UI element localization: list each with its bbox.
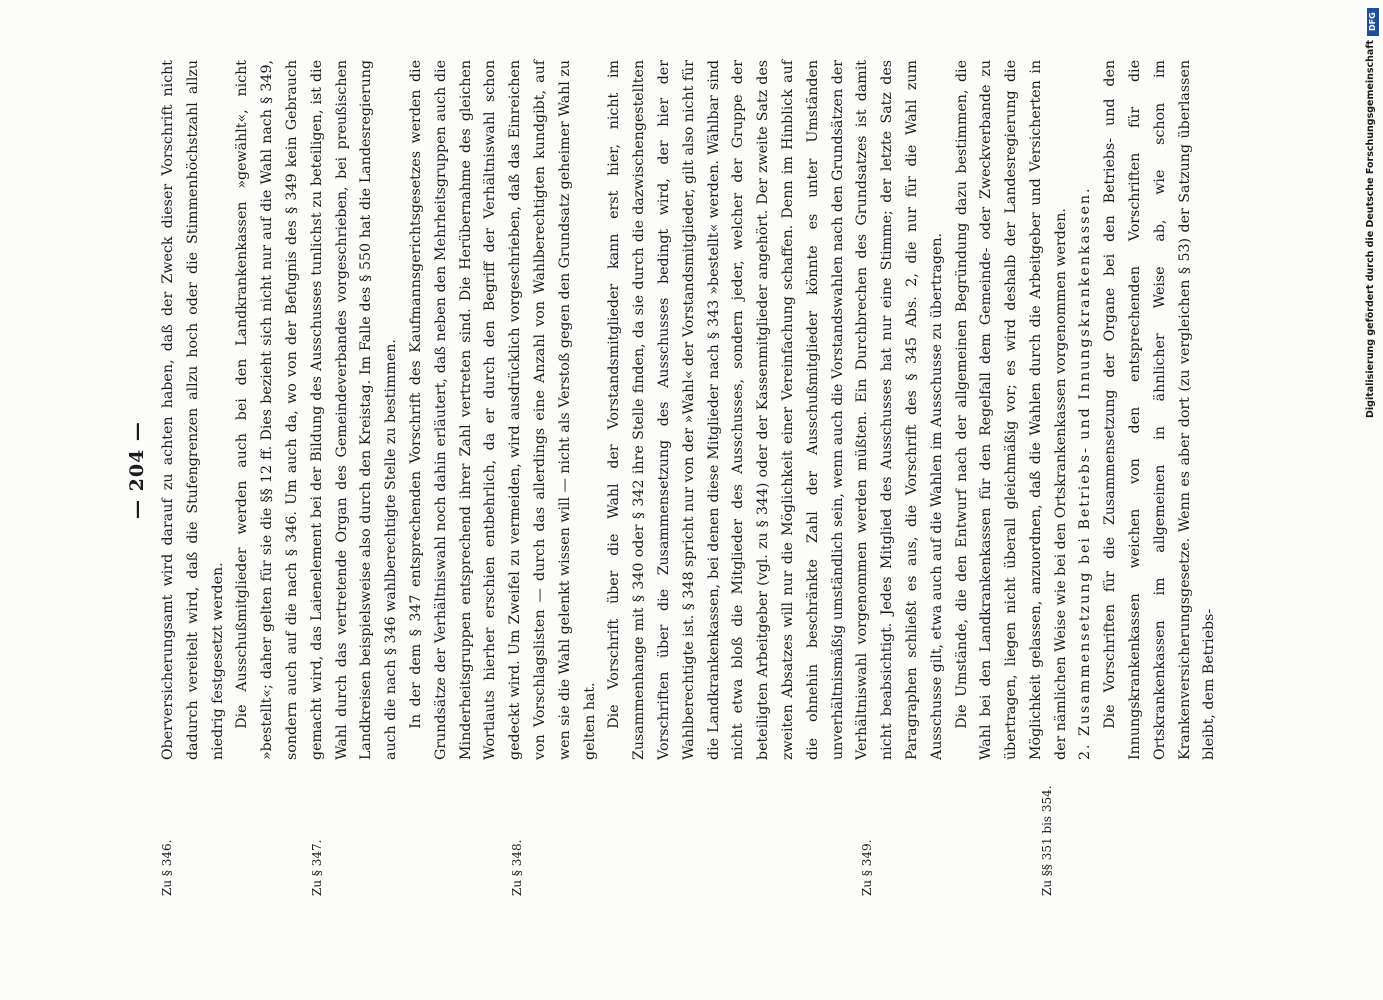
margin-note: Zu § 347. <box>310 839 324 896</box>
rotated-page-content <box>120 40 1218 900</box>
paragraph: In der dem § 347 entsprechenden Vorschrift des Kaufmannsgerichtsgesetzes werden die Grundsätze der Verhältniswahl noch dahin erläutert, daß neben den Mehrheitsgruppen auch die Minderheitsgruppen entsprechend ihrer Zahl vertreten sind. Die Herübernahme des gleichen Wortlauts hierher erschien entbehrlich, da er durch den Begriff der Verhältniswahl schon gedeckt wird. Um Zweifel zu vermeiden, wird ausdrücklich vorgeschrieben, daß das Einreichen von Vorschlagslisten — durch das allerdings eine Anzahl von Wahlberechtigten kundgibt, auf wen sie die Wahl gelenkt wissen will — nicht als Verstoß gegen den Grundsatz geheimer Wahl zu gelten hat. <box>407 60 598 760</box>
page-number: — 204 — <box>126 421 148 519</box>
margin-column <box>120 785 1120 900</box>
margin-note: Zu § 348. <box>510 839 524 896</box>
paragraph: Oberversicherungsamt wird darauf zu achten haben, daß der Zweck dieser Vorschrift nicht dadurch vereitelt wird, daß die Stufengrenzen allzu hoch oder die Stimmenhöchstzahl allzu niedrig festgesetzt werden. <box>160 60 226 760</box>
paragraph: Die Ausschußmitglieder werden auch bei den Landkrankenkassen »gewählt«, nicht »bestellt«; daher gelten für sie die §§ 12 ff. Dies bezieht sich nicht nur auf die Wahl nach § 349, sondern auch auf die nach § 346. Um auch da, wo von der Befugnis des § 349 kein Gebrauch gemacht wird, das Laienelement bei der Bildung des Ausschusses tunlichst zu beteiligen, ist die Wahl durch das vertretende Organ des Gemeindeverbandes vorgeschrieben, bei preußischen Landkreisen beispielsweise also durch den Kreistag. Im Falle des § 550 hat die Landesregierung auch die nach § 346 wahlberechtigte Stelle zu bestimmen. <box>234 60 400 760</box>
paragraph: Die Vorschriften für die Zusammensetzung der Organe bei den Betriebs- und den Innungskrankenkassen weichen von den entsprechenden Vorschriften für die Ortskrankenkassen im allgemeinen in ähnlicher Weise ab, wie schon im Krankenversicherungsgesetze. Wenn es aber dort (zu vergleichen § 53) der Satzung überlassen bleibt, dem Betriebs- <box>1102 60 1218 760</box>
margin-note: Zu § 346. <box>160 839 174 896</box>
dfg-watermark <box>1365 8 1381 998</box>
dfg-logo: DFG <box>1367 8 1379 36</box>
margin-note: Zu §§ 351 bis 354. <box>1040 785 1054 896</box>
section-heading: 2. Zusammensetzung bei Betriebs- und Innungskrankenkassen. <box>1077 186 1094 760</box>
margin-note: Zu § 349. <box>860 839 874 896</box>
main-text <box>156 60 1222 760</box>
dfg-credit-text: Digitalisierung gefördert durch die Deutsche Forschungsgemeinschaft <box>1365 40 1376 418</box>
paragraph: Die Vorschrift über die Wahl der Vorstandsmitglieder kann erst hier, nicht im Zusammenhange mit § 340 oder § 342 ihre Stelle finden, da sie durch die dazwischengestellten Vorschriften über die Zusammensetzung des Ausschusses bedingt wird, der hier der Wahlberechtigte ist. § 348 spricht nur von der »Wahl« der Vorstandsmitglieder, gilt also nicht für die Landkrankenkassen, bei denen diese Mitglieder nach § 343 »bestellt« werden. Wählbar sind nicht etwa bloß die Mitglieder des Ausschusses, sondern jeder, welcher der Gruppe der beteiligten Arbeitgeber (vgl. zu § 344) oder der Kassenmitglieder angehört. Der zweite Satz des zweiten Absatzes will nur die Möglichkeit einer Vereinfachung schaffen. Denn im Hinblick auf die ohnehin beschränkte Zahl der Ausschußmitglieder könnte es unter Umständen unverhältnismäßig umständlich sein, wenn auch die Vorstandswahlen nach den Grundsätzen der Verhältniswahl vorgenommen werden müßten. Ein Durchbrechen des Grundsatzes ist damit nicht beabsichtigt. Jedes Mitglied des Ausschusses hat nur eine Stimme; der letzte Satz des Paragraphen schließt es aus, die Vorschrift des § 345 Abs. 2, die nur für die Wahl zum Ausschusse gilt, etwa auch auf die Wahlen im Ausschusse zu übertragen. <box>606 60 945 760</box>
paragraph: Die Umstände, die den Entwurf nach der allgemeinen Begründung dazu bestimmen, die Wahl bei den Landkrankenkassen für den Regelfall dem Gemeinde- oder Zweckverbande zu übertragen, liegen nicht überall gleichmäßig vor; es wird deshalb der Landesregierung die Möglichkeit gelassen, anzuordnen, daß die Wahlen durch die Arbeitgeber und Versicherten in der nämlichen Weise wie bei den Ortskrankenkassen vorgenommen werden. <box>953 60 1069 760</box>
